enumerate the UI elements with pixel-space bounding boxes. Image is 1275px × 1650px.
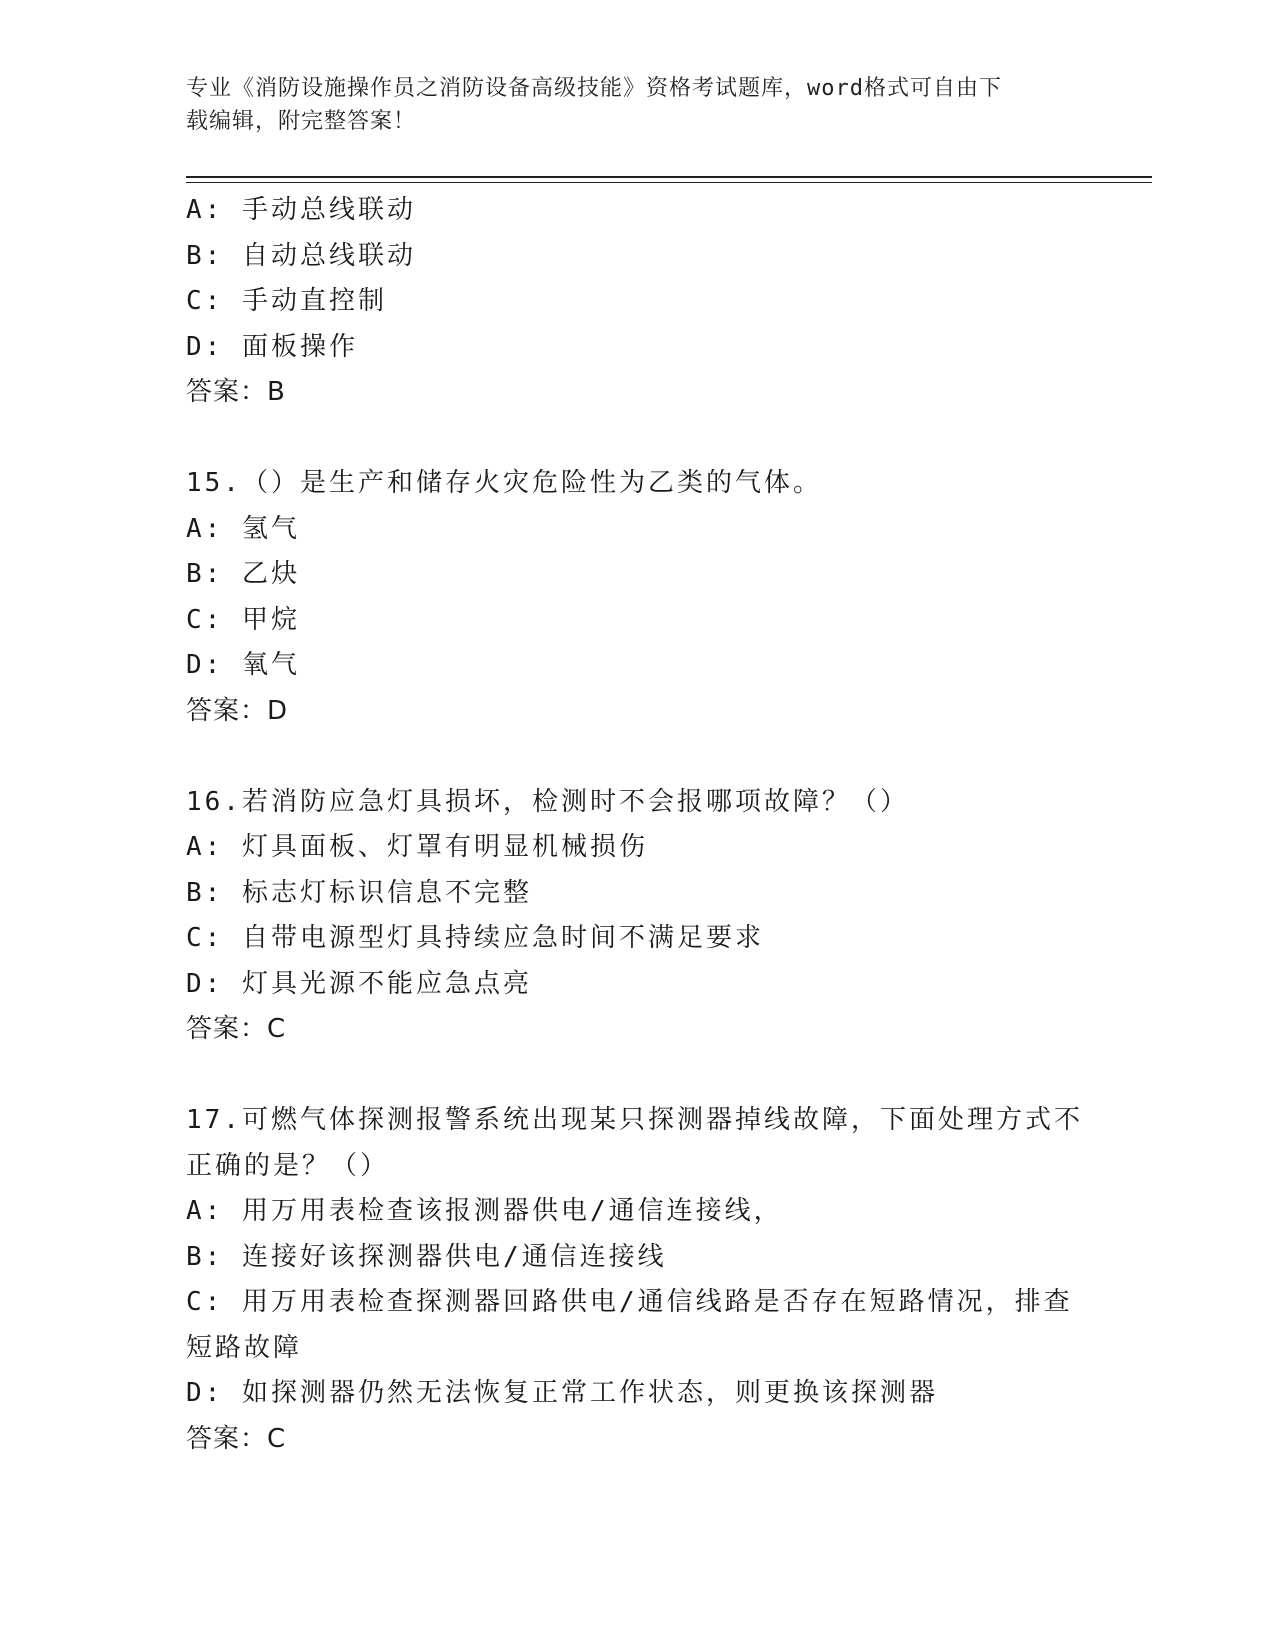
header-line-2: 载编辑，附完整答案！ bbox=[186, 109, 417, 134]
option-a: A: 氢气 bbox=[186, 513, 300, 544]
option-d: D: 氧气 bbox=[186, 650, 300, 680]
question-14 bbox=[186, 188, 1146, 416]
option-b: B: 乙炔 bbox=[186, 559, 300, 589]
header-rule-thick bbox=[186, 176, 1152, 178]
answer-line: 答案：D bbox=[186, 695, 289, 726]
option-b: B: 连接好该探测器供电/通信连接线 bbox=[186, 1241, 667, 1272]
document-header bbox=[186, 72, 1066, 138]
question-15 bbox=[186, 461, 1146, 734]
option-b: B: 自动总线联动 bbox=[186, 240, 416, 271]
question-stem-line-1: 17.可燃气体探测报警系统出现某只探测器掉线故障，下面处理方式不 bbox=[186, 1105, 1083, 1135]
spacer bbox=[186, 416, 1146, 462]
question-stem: 15.（）是生产和储存火灾危险性为乙类的气体。 bbox=[186, 468, 822, 498]
answer-line: 答案：B bbox=[186, 377, 286, 407]
question-stem: 16.若消防应急灯具损坏，检测时不会报哪项故障？（） bbox=[186, 786, 909, 817]
question-17 bbox=[186, 1098, 1146, 1462]
option-a: A: 手动总线联动 bbox=[186, 195, 416, 225]
option-c-line-1: C: 用万用表检查探测器回路供电/通信线路是否存在短路情况，排查 bbox=[186, 1287, 1073, 1317]
question-list bbox=[186, 188, 1146, 1462]
spacer bbox=[186, 734, 1146, 780]
spacer bbox=[186, 1053, 1146, 1099]
option-c: C: 甲烷 bbox=[186, 604, 300, 635]
option-d: D: 如探测器仍然无法恢复正常工作状态，则更换该探测器 bbox=[186, 1378, 938, 1408]
header-line-1: 专业《消防设施操作员之消防设备高级技能》资格考试题库，word格式可自由下 bbox=[186, 76, 1002, 101]
question-16 bbox=[186, 780, 1146, 1053]
option-d: D: 面板操作 bbox=[186, 331, 358, 362]
answer-line: 答案：C bbox=[186, 1423, 287, 1454]
option-c-line-2: 短路故障 bbox=[186, 1332, 303, 1363]
option-a: A: 灯具面板、灯罩有明显机械损伤 bbox=[186, 832, 648, 862]
option-a: A: 用万用表检查该报测器供电/通信连接线， bbox=[186, 1196, 783, 1226]
option-b: B: 标志灯标识信息不完整 bbox=[186, 877, 532, 908]
answer-line: 答案：C bbox=[186, 1014, 287, 1044]
option-c: C: 手动直控制 bbox=[186, 286, 387, 316]
option-d: D: 灯具光源不能应急点亮 bbox=[186, 968, 532, 999]
question-stem-line-2: 正确的是？（） bbox=[186, 1150, 390, 1181]
header-rule-thin bbox=[186, 182, 1152, 183]
option-c: C: 自带电源型灯具持续应急时间不满足要求 bbox=[186, 923, 764, 953]
